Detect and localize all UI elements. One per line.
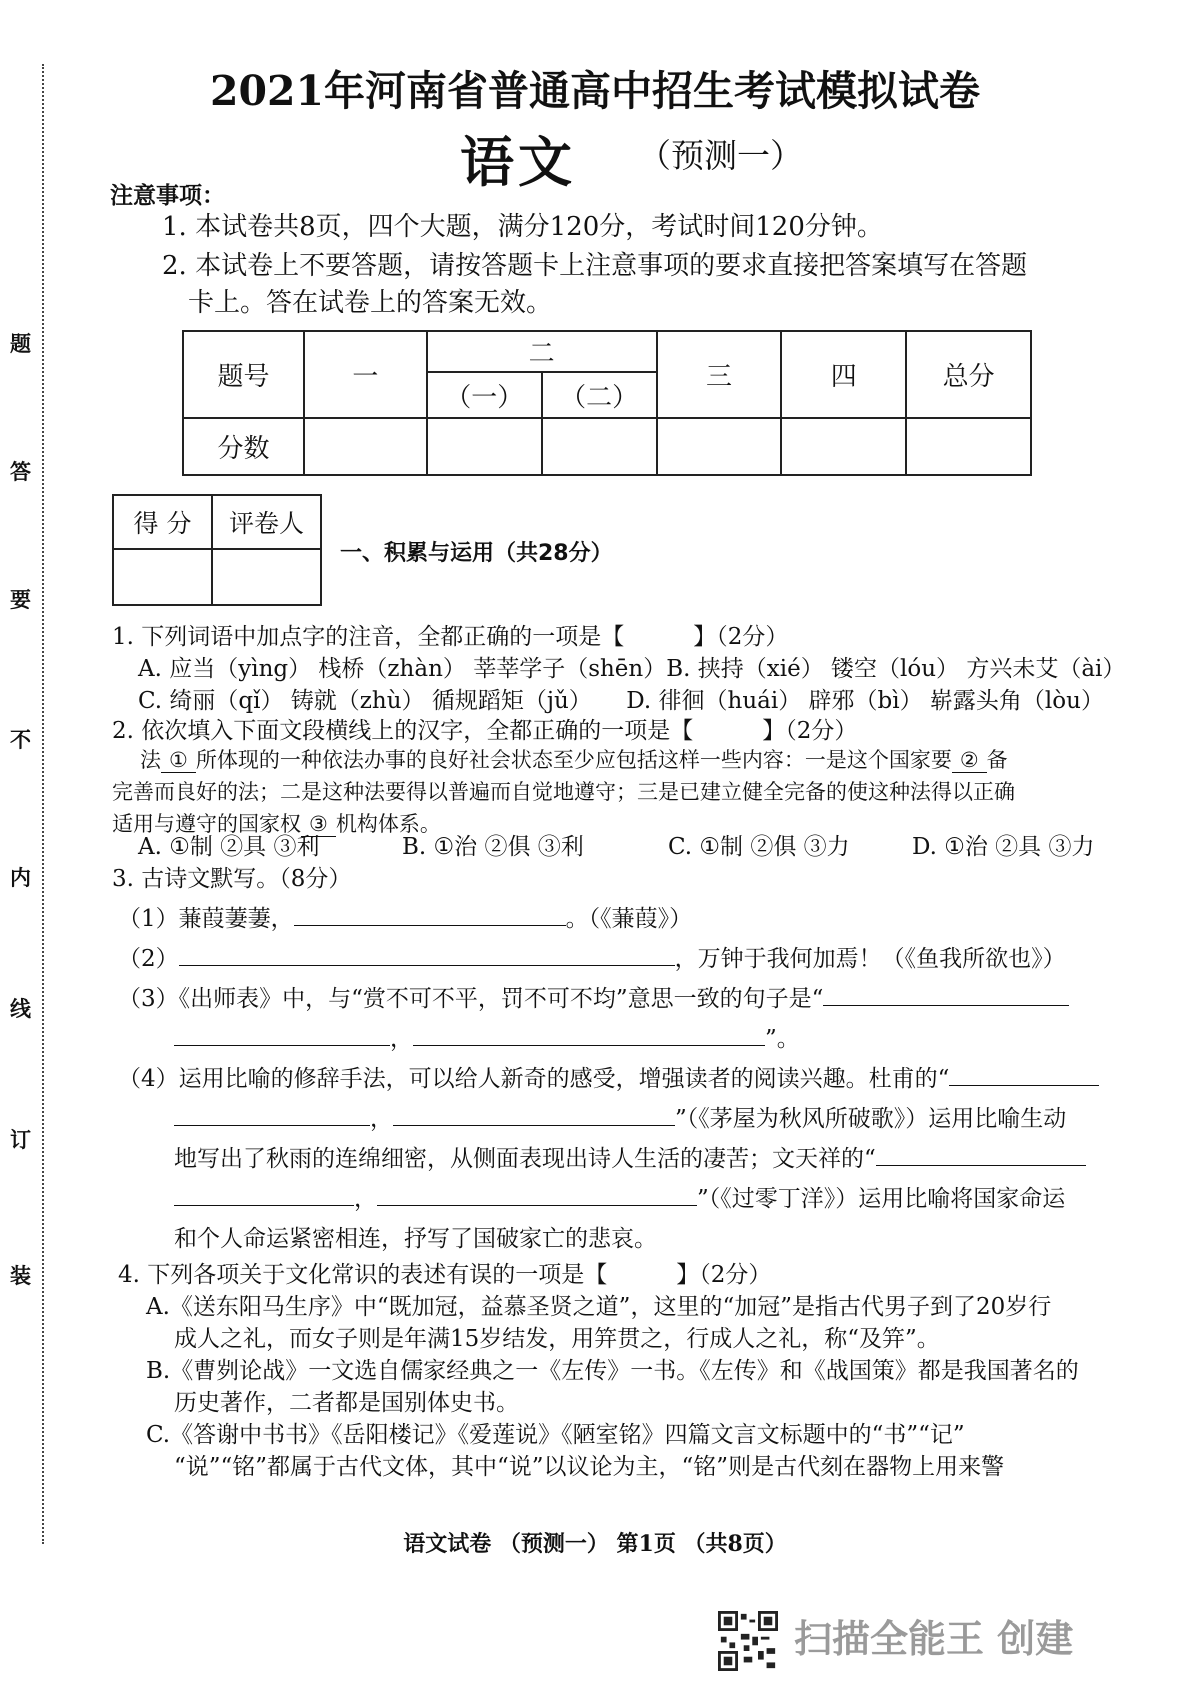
- binding-margin-char: 不: [10, 728, 31, 752]
- binding-margin-char: 装: [10, 1264, 31, 1288]
- table-label-number: 题号: [183, 331, 304, 418]
- table-col-1: 一: [304, 331, 427, 418]
- question-1-options-line1: A. 应当（yìng） 栈桥（zhàn） 莘莘学子（shēn）B. 挟持（xié） 镂空（lóu） 方兴未艾（ài）: [138, 656, 1126, 682]
- grader-score-label: 得 分: [113, 495, 212, 549]
- answer-blank: [393, 1105, 675, 1126]
- blank-marker-3: ③: [301, 812, 336, 837]
- answer-blank: [174, 1025, 390, 1046]
- subject-title: 语文: [460, 131, 576, 194]
- grader-table: [112, 494, 322, 606]
- answer-blank: [949, 1065, 1099, 1086]
- question-4-option-c-line1: C.《答谢中书书》《岳阳楼记》《爱莲说》《陋室铭》四篇文言文标题中的“书”“记”: [146, 1422, 965, 1448]
- table-col-2b: （二）: [542, 372, 657, 418]
- answer-blank: [377, 1185, 697, 1206]
- question-3-item-3-cont: ， ”。: [174, 1020, 800, 1053]
- question-3-item-3: （3）《出师表》中，与“赏不可不平，罚不可不均”意思一致的句子是“: [118, 980, 1069, 1013]
- question-4-stem: 4. 下列各项关于文化常识的表述有误的一项是【 】（2分）: [118, 1262, 772, 1288]
- table-score-cell: [304, 418, 427, 475]
- question-3-item-4-line2: ， ”（《茅屋为秋风所破歌》）运用比喻生动: [174, 1100, 1066, 1133]
- question-4-option-b-line1: B.《曹刿论战》一文选自儒家经典之一《左传》一书。《左传》和《战国策》都是我国著名的: [146, 1358, 1079, 1384]
- table-score-cell: [542, 418, 657, 475]
- binding-margin-char: 答: [10, 460, 31, 484]
- table-score-cell: [427, 418, 542, 475]
- question-2-option-b: B. ①治 ②俱 ③利: [402, 834, 584, 860]
- table-label-score: 分数: [183, 418, 304, 475]
- blank-marker-2: ②: [952, 748, 987, 773]
- blank-marker-1: ①: [161, 748, 196, 773]
- question-1-stem: 1. 下列词语中加点字的注音，全都正确的一项是【 】（2分）: [112, 624, 789, 650]
- exam-title: 2021年河南省普通高中招生考试模拟试卷: [209, 67, 981, 115]
- question-2-passage-line2: 完善而良好的法；二是这种法要得以普遍而自觉地遵守；三是已建立健全完备的使这种法得以正确: [112, 780, 1015, 804]
- binding-margin-char: 题: [10, 332, 31, 356]
- grader-name-cell: [212, 549, 321, 605]
- question-3-item-1: （1）蒹葭萋萋， 。（《蒹葭》）: [118, 906, 693, 932]
- question-3-item-4-line4: ， ”（《过零丁洋》）运用比喻将国家命运: [174, 1180, 1065, 1213]
- question-1-options-line2: C. 绮丽（qǐ） 铸就（zhù） 循规蹈矩（jǔ） D. 徘徊（huái） 辟邪（bì） 崭露头角（lòu）: [138, 688, 1104, 714]
- question-3-item-4-line5: 和个人命运紧密相连，抒写了国破家亡的悲哀。: [174, 1226, 657, 1252]
- binding-dotted-line: [42, 64, 44, 1544]
- notice-heading: 注意事项：: [110, 183, 225, 209]
- table-col-3: 三: [657, 331, 782, 418]
- binding-margin-char: 订: [10, 1128, 31, 1152]
- question-2-option-a: A. ①制 ②具 ③利: [138, 834, 320, 860]
- notice-item-1: 1. 本试卷共8页，四个大题，满分120分，考试时间120分钟。: [162, 212, 883, 242]
- question-3-item-4: （4）运用比喻的修辞手法，可以给人新奇的感受，增强读者的阅读兴趣。杜甫的“: [118, 1060, 1099, 1093]
- question-3-item-4-line3: 地写出了秋雨的连绵细密，从侧面表现出诗人生活的凄苦；文天祥的“: [174, 1140, 1086, 1173]
- table-col-2a: （一）: [427, 372, 542, 418]
- question-4-option-b-line2: 历史著作，二者都是国别体史书。: [174, 1390, 519, 1416]
- table-score-cell: [906, 418, 1031, 475]
- question-4-option-a-line2: 成人之礼，而女子则是年满15岁结发，用笄贯之，行成人之礼，称“及笄”。: [174, 1326, 940, 1352]
- grader-score-cell: [113, 549, 212, 605]
- question-3-item-2: （2） ，万钟于我何加焉！（《鱼我所欲也》）: [118, 946, 1066, 972]
- answer-blank: [174, 1105, 370, 1126]
- grader-label: 评卷人: [212, 495, 321, 549]
- answer-blank: [179, 945, 675, 966]
- score-table: [182, 330, 1032, 476]
- page-footer: 语文试卷 （预测一） 第1页 （共8页）: [403, 1531, 787, 1557]
- binding-margin-char: 内: [10, 866, 31, 890]
- question-4-option-c-line2: “说”“铭”都属于古代文体，其中“说”以议论为主，“铭”则是古代刻在器物上用来警: [174, 1454, 1005, 1480]
- notice-item-2-cont: 卡上。答在试卷上的答案无效。: [188, 288, 553, 318]
- question-2-stem: 2. 依次填入下面文段横线上的汉字，全都正确的一项是【 】（2分）: [112, 718, 858, 744]
- binding-margin-char: 要: [10, 588, 31, 612]
- table-col-2: 二: [427, 331, 657, 372]
- scanner-watermark: 扫描全能王 创建: [794, 1617, 1074, 1661]
- notice-item-2: 2. 本试卷上不要答题，请按答题卡上注意事项的要求直接把答案填写在答题: [162, 251, 1028, 281]
- answer-blank: [876, 1145, 1086, 1166]
- question-3-stem: 3. 古诗文默写。（8分）: [112, 866, 352, 892]
- answer-blank: [174, 1185, 354, 1206]
- question-2-option-d: D. ①治 ②具 ③力: [912, 834, 1095, 860]
- question-2-passage-line3: 适用与遵守的国家权 ③ 机构体系。: [112, 812, 441, 836]
- answer-blank: [413, 1025, 765, 1046]
- table-col-4: 四: [781, 331, 906, 418]
- answer-blank: [823, 985, 1069, 1006]
- exam-subtitle: （预测一）: [638, 136, 803, 175]
- question-2-option-c: C. ①制 ②俱 ③力: [668, 834, 850, 860]
- question-4-option-a-line1: A.《送东阳马生序》中“既加冠，益慕圣贤之道”，这里的“加冠”是指古代男子到了20岁行: [146, 1294, 1052, 1320]
- section-heading: 一、积累与运用（共28分）: [340, 541, 613, 566]
- table-score-cell: [657, 418, 782, 475]
- question-2-passage-line1: 法 ① 所体现的一种依法办事的良好社会状态至少应包括这样一些内容：一是这个国家要 ② 备: [140, 748, 1008, 772]
- answer-blank: [294, 905, 566, 926]
- qr-code-icon: [718, 1611, 778, 1671]
- table-col-total: 总分: [906, 331, 1031, 418]
- table-score-cell: [781, 418, 906, 475]
- binding-margin-char: 线: [10, 997, 31, 1021]
